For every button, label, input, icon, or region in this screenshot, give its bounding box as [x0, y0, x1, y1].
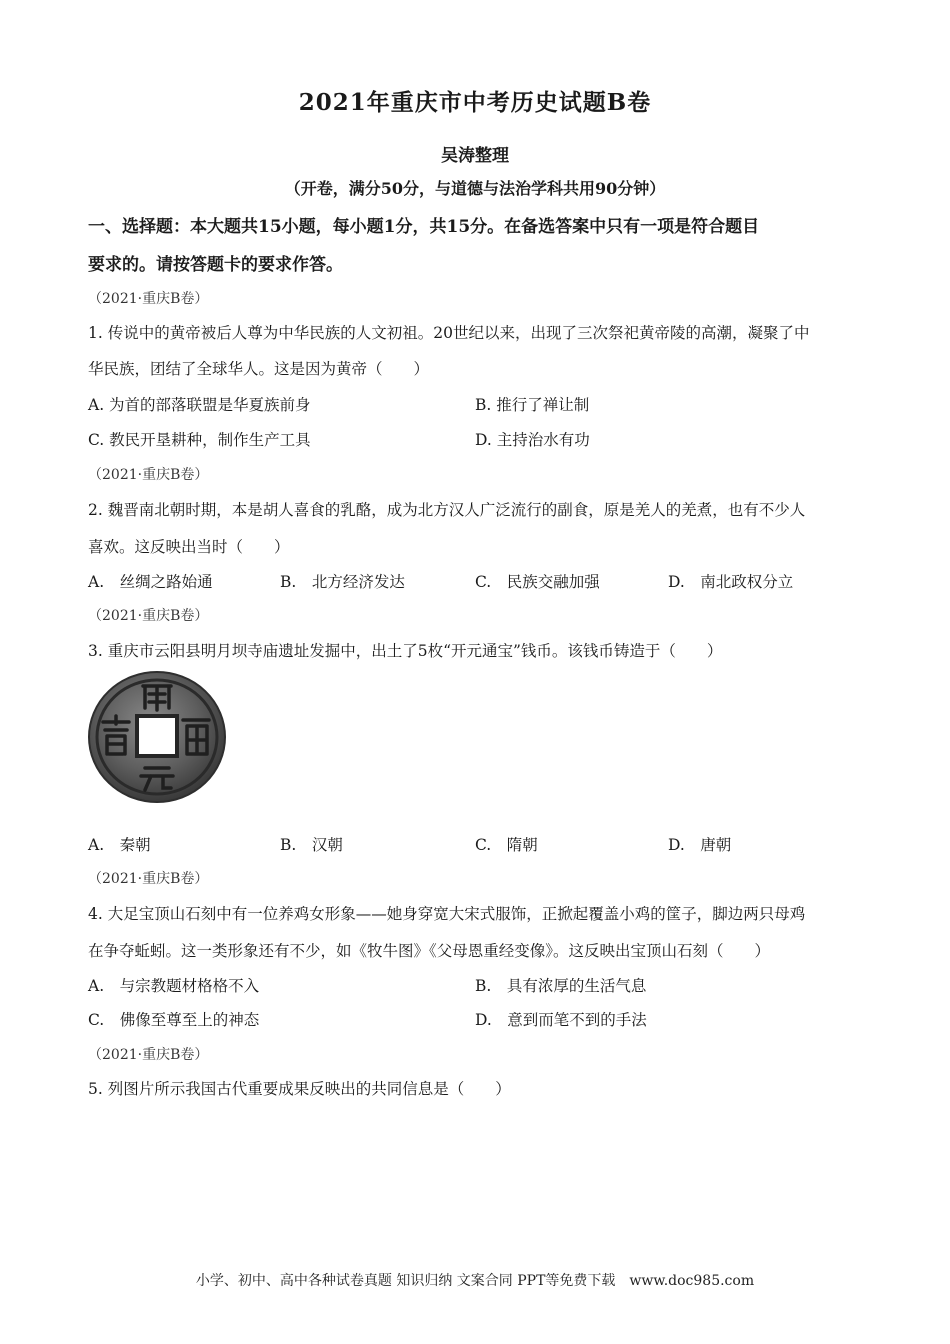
- question-4-option-a: A. 与宗教题材格格不入: [88, 977, 260, 995]
- question-1-option-d: D. 主持治水有功: [475, 431, 590, 449]
- question-3-option-a: A. 秦朝: [88, 836, 151, 854]
- question-3-option-d: D. 唐朝: [668, 836, 732, 854]
- question-2-text-line2: 喜欢。这反映出当时（ ）: [88, 538, 290, 556]
- question-4-option-b: B. 具有浓厚的生活气息: [475, 977, 647, 995]
- author-line: 吴涛整理: [441, 146, 509, 166]
- question-2-option-c: C. 民族交融加强: [475, 573, 600, 591]
- question-3-option-c: C. 隋朝: [475, 836, 538, 854]
- question-2-option-d: D. 南北政权分立: [668, 573, 794, 591]
- question-1-option-b: B. 推行了禅让制: [475, 396, 590, 414]
- question-2-option-b: B. 北方经济发达: [280, 573, 405, 591]
- question-1-text-line1: 1. 传说中的黄帝被后人尊为中华民族的人文初祖。20世纪以来，出现了三次祭祀黄帝陵的高潮，凝聚了中: [88, 324, 810, 342]
- question-1-source: （2021·重庆B卷）: [88, 291, 209, 307]
- question-2-source: （2021·重庆B卷）: [88, 467, 209, 483]
- question-1-option-a: A. 为首的部落联盟是华夏族前身: [88, 396, 311, 414]
- question-3-text-line1: 3. 重庆市云阳县明月坝寺庙遗址发掘中，出土了5枚“开元通宝”钱币。该钱币铸造于（ ）: [88, 642, 723, 660]
- section-heading-line1: 一、选择题：本大题共15小题，每小题1分，共15分。在备选答案中只有一项是符合题目: [88, 217, 760, 237]
- question-5-source: （2021·重庆B卷）: [88, 1047, 209, 1063]
- question-4-text-line1: 4. 大足宝顶山石刻中有一位养鸡女形象——她身穿宽大宋式服饰，正掀起覆盖小鸡的筐子，脚边两只母鸡: [88, 905, 806, 923]
- question-2-text-line1: 2. 魏晋南北朝时期，本是胡人喜食的乳酪，成为北方汉人广泛流行的副食，原是羌人的羌煮，也有不少人: [88, 501, 806, 519]
- question-3-option-b: B. 汉朝: [280, 836, 343, 854]
- section-heading-line2: 要求的。请按答题卡的要求作答。: [88, 255, 343, 275]
- question-5-text-line1: 5. 列图片所示我国古代重要成果反映出的共同信息是（ ）: [88, 1080, 511, 1098]
- exam-note: （开卷，满分50分，与道德与法治学科共用90分钟）: [284, 179, 666, 198]
- kaiyuan-tongbao-coin-image: [87, 670, 227, 804]
- question-2-option-a: A. 丝绸之路始通: [88, 573, 213, 591]
- page-title: 2021年重庆市中考历史试题B卷: [298, 89, 652, 116]
- question-4-text-line2: 在争夺蚯蚓。这一类形象还有不少，如《牧牛图》《父母恩重经变像》。这反映出宝顶山石刻（ ）: [88, 942, 771, 960]
- question-4-option-c: C. 佛像至尊至上的神态: [88, 1011, 260, 1029]
- page-footer: 小学、初中、高中各种试卷真题 知识归纳 文案合同 PPT等免费下载 www.doc985.com: [195, 1273, 755, 1289]
- question-4-option-d: D. 意到而笔不到的手法: [475, 1011, 647, 1029]
- question-4-source: （2021·重庆B卷）: [88, 871, 209, 887]
- question-1-option-c: C. 教民开垦耕种，制作生产工具: [88, 431, 311, 449]
- question-1-text-line2: 华民族，团结了全球华人。这是因为黄帝（ ）: [88, 360, 430, 378]
- question-3-source: （2021·重庆B卷）: [88, 608, 209, 624]
